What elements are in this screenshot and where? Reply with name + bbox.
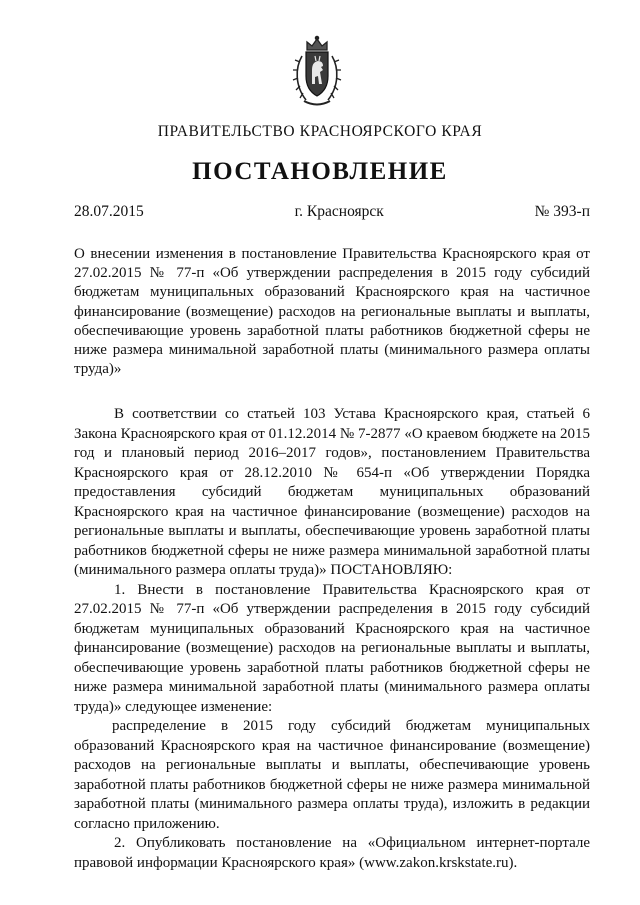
document-number: № 393-п	[534, 203, 590, 220]
organization-name: ПРАВИТЕЛЬСТВО КРАСНОЯРСКОГО КРАЯ	[157, 123, 483, 140]
body-item-2: 2. Опубликовать постановление на «Официальном интернет-портале правовой информации Красноярского края» (www.zakon.krskstate.ru).	[74, 835, 590, 871]
document-meta-row	[74, 203, 590, 221]
document-subject: О внесении изменения в постановление Правительства Красноярского края от 27.02.2015 № 77-п «Об утверждении распределения в 2015 году субсидий бюджетам муниципальных образований Красноярского края на частичное финансирование (возмещение) расходов на региональные выплаты и выплаты, обеспечивающие уровень заработной платы работников бюджетной сферы не ниже размера минимальной заработной платы (минимального размера оплаты труда)»	[74, 246, 590, 378]
body-item-1: 1. Внести в постановление Правительства Красноярского края от 27.02.2015 № 77-п «Об утверждении распределения в 2015 году субсидий бюджетам муниципальных образований Красноярского края на частичное финансирование (возмещение) расходов на региональные выплаты и выплаты, обеспечивающие уровень заработной платы работников бюджетной сферы не ниже размера минимальной заработной платы (минимального размера оплаты труда)» следующее изменение:	[74, 581, 590, 715]
coat-of-arms-icon	[290, 34, 344, 110]
document-body	[74, 405, 590, 873]
document-city: г. Красноярск	[294, 203, 384, 220]
body-item-1-detail: распределение в 2015 году субсидий бюджетам муниципальных образований Красноярского края на частичное финансирование (возмещение) расходов на региональные выплаты и выплаты, обеспечивающие уровень заработной платы работников бюджетной сферы не ниже размера минимальной заработной платы (минимального размера оплаты труда), изложить в редакции согласно приложению.	[74, 718, 590, 832]
document-date: 28.07.2015	[74, 203, 144, 220]
body-preamble: В соответствии со статьей 103 Устава Красноярского края, статьей 6 Закона Красноярского края от 01.12.2014 № 7-2877 «О краевом бюджете на 2015 год и плановый период 2016–2017 годов», постановлением Правительства Красноярского края от 28.12.2010 № 654-п «Об утверждении Порядка предоставления субсидий бюджетам муниципальных образований Красноярского края на частичное финансирование (возмещение) расходов на региональные выплаты и выплаты, обеспечивающие уровень заработной платы работников бюджетной сферы не ниже размера минимальной заработной платы (минимального размера оплаты труда)» ПОСТАНОВЛЯЮ:	[74, 406, 590, 578]
document-type: ПОСТАНОВЛЕНИЕ	[192, 158, 448, 185]
